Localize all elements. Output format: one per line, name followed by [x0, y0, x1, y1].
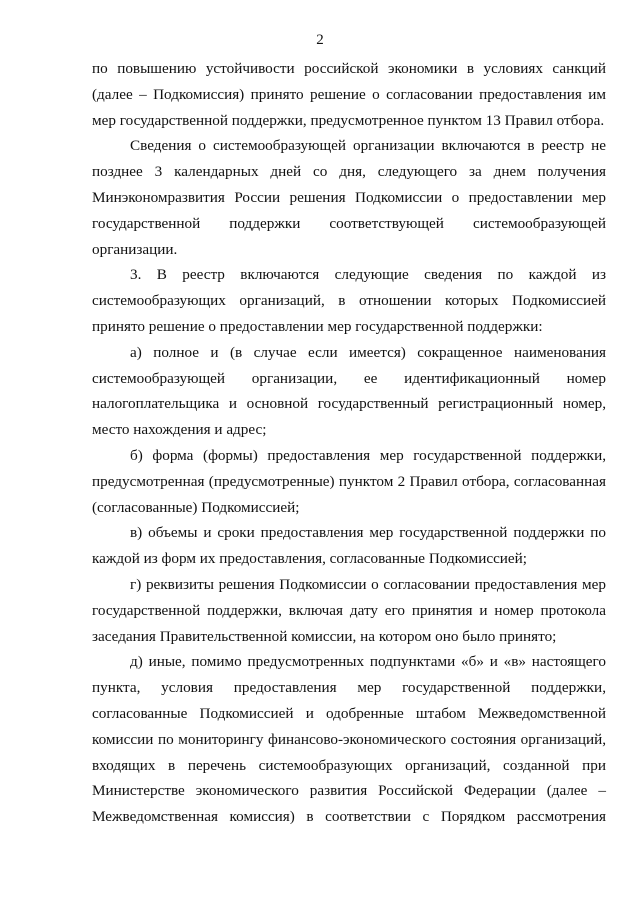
paragraph-subitem-v: в) объемы и сроки предоставления мер государственной поддержки по каждой из форм их предоставления, согласованные Подкомиссией; [92, 524, 606, 568]
paragraph-registry-inclusion: Сведения о системообразующей организации включаются в реестр не позднее 3 календарных дней со дня, следующего за днем получения Минэкономразвития России решения Подкомиссии о предоставлении мер государственной поддержки соответствующей системообразующей организации. [92, 137, 606, 258]
document-body [92, 56, 606, 830]
paragraph-subitem-a: а) полное и (в случае если имеется) сокращенное наименования системообразующей организации, ее идентификационный номер налогоплательщика и основной государственный регистрационный номер, место нахождения и адрес; [92, 343, 606, 439]
paragraph-subitem-b: б) форма (формы) предоставления мер государственной поддержки, предусмотренная (предусмотренные) пунктом 2 Правил отбора, согласованная (согласованные) Подкомиссией; [92, 446, 606, 516]
page-number: 2 [316, 32, 324, 48]
paragraph-subitem-d: д) иные, помимо предусмотренных подпунктами «б» и «в» настоящего пункта, условия предоставления мер государственной поддержки, согласованные Подкомиссией и одобренные штабом Межведомственной комиссии по мониторингу финансово-экономического состояния организаций, входящих в перечень системообразующих организаций, созданной при Министерстве экономического развития Российской Федерации (далее – Межведомственная комиссия) в соответствии с Порядком рассмотрения [92, 653, 606, 826]
paragraph-subitem-g: г) реквизиты решения Подкомиссии о согласовании предоставления мер государственной поддержки, включая дату его принятия и номер протокола заседания Правительственной комиссии, на котором оно было принято; [92, 575, 606, 645]
paragraph-item-3: 3. В реестр включаются следующие сведения по каждой из системообразующих организаций, в отношении которых Подкомиссией принято решение о предоставлении мер государственной поддержки: [92, 266, 606, 335]
paragraph-continuation: по повышению устойчивости российской экономики в условиях санкций (далее – Подкомиссия) принято решение о согласовании предоставления им мер государственной поддержки, предусмотренное пунктом 13 Правил отбора. [92, 60, 606, 129]
